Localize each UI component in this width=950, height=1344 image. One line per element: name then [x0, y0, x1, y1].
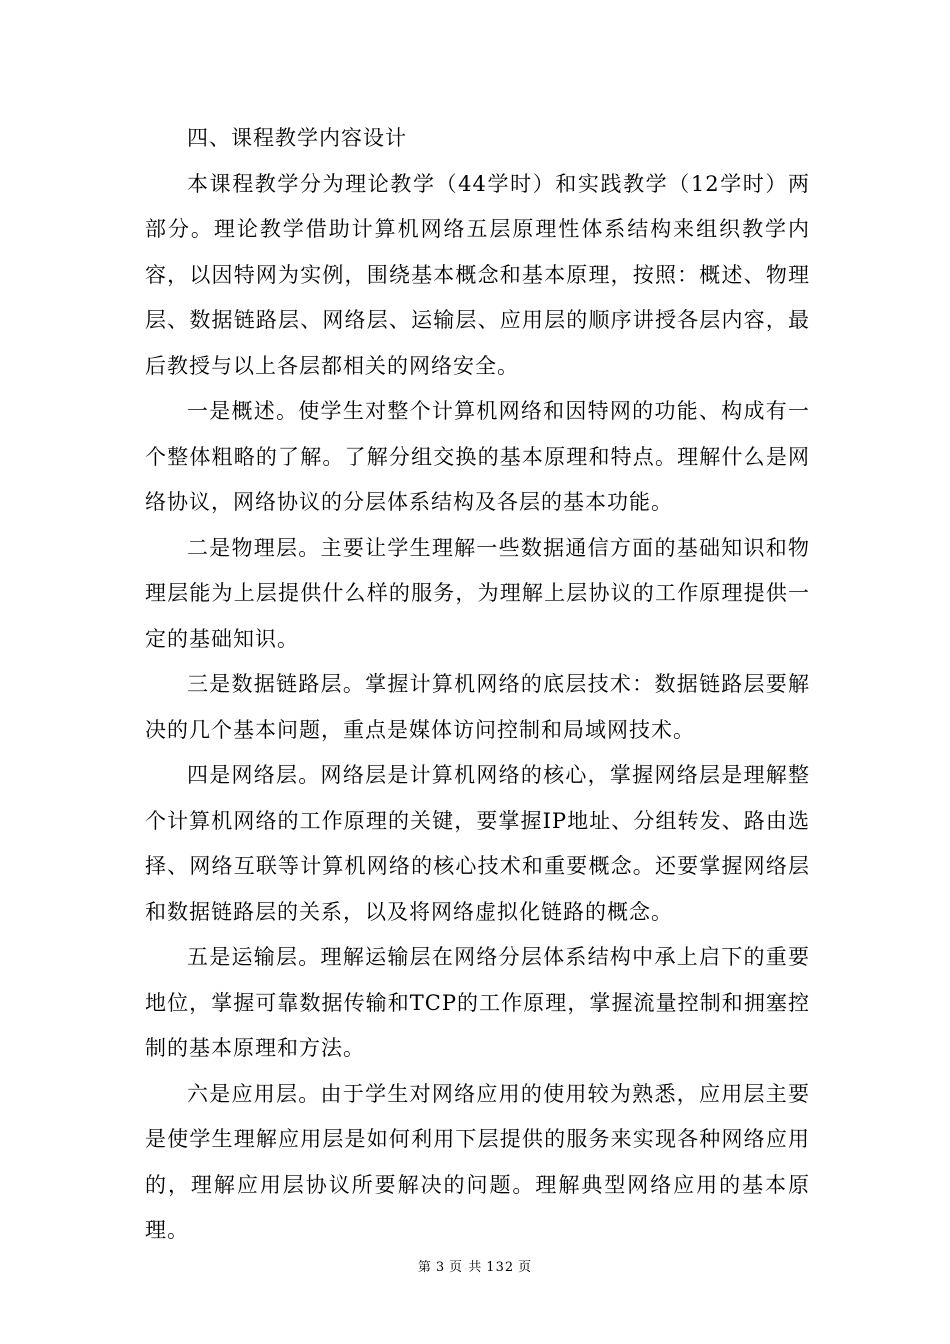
page-footer: [0, 1258, 950, 1278]
paragraph-transport-layer: 五是运输层。理解运输层在网络分层体系结构中承上启下的重要地位，掌握可靠数据传输和TCP的工作原理，掌握流量控制和拥塞控制的基本原理和方法。: [145, 945, 810, 1060]
paragraph-network-layer: 四是网络层。网络层是计算机网络的核心，掌握网络层是理解整个计算机网络的工作原理的关键，要掌握IP地址、分组转发、路由选择、网络互联等计算机网络的核心技术和重要概念。还要掌握网络层和数据链路层的关系，以及将网络虚拟化链路的概念。: [145, 763, 810, 924]
document-body: [145, 116, 810, 1254]
section-heading: 四、课程教学内容设计: [187, 126, 407, 150]
footer-total-pages: 132: [486, 1260, 515, 1275]
footer-suffix: 页: [518, 1260, 533, 1275]
paragraph-overview: 一是概述。使学生对整个计算机网络和因特网的功能、构成有一个整体粗略的了解。了解分组交换的基本原理和特点。理解什么是网络协议，网络协议的分层体系结构及各层的基本功能。: [145, 399, 810, 514]
footer-current-page: 3: [435, 1260, 446, 1275]
footer-middle: 页 共: [449, 1260, 483, 1275]
paragraph-application-layer: 六是应用层。由于学生对网络应用的使用较为熟悉，应用层主要是使学生理解应用层是如何利用下层提供的服务来实现各种网络应用的，理解应用层协议所要解决的问题。理解典型网络应用的基本原理。: [145, 1081, 810, 1242]
paragraph-data-link-layer: 三是数据链路层。掌握计算机网络的底层技术：数据链路层要解决的几个基本问题，重点是媒体访问控制和局域网技术。: [145, 672, 810, 742]
paragraph-intro: 本课程教学分为理论教学（44学时）和实践教学（12学时）两部分。理论教学借助计算机网络五层原理性体系结构来组织教学内容，以因特网为实例，围绕基本概念和基本原理，按照：概述、物理层、数据链路层、网络层、运输层、应用层的顺序讲授各层内容，最后教授与以上各层都相关的网络安全。: [145, 171, 810, 378]
paragraph-physical-layer: 二是物理层。主要让学生理解一些数据通信方面的基础知识和物理层能为上层提供什么样的服务，为理解上层协议的工作原理提供一定的基础知识。: [145, 535, 810, 651]
footer-prefix: 第: [417, 1260, 432, 1275]
